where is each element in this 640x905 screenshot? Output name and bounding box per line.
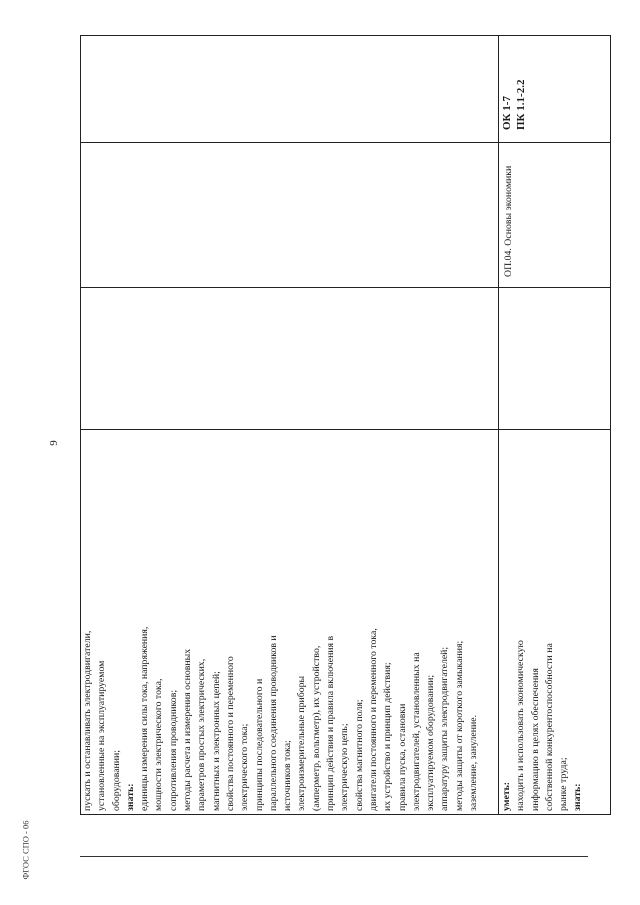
content-line: электрическую цепь; <box>339 723 351 811</box>
content-line: единицы измерения силы тока, напряжения, <box>139 626 151 811</box>
content-line: эксплуатируемом оборудовании; <box>425 674 437 811</box>
content-line: свойства постоянного и переменного <box>224 656 236 811</box>
row-1-content <box>81 433 493 811</box>
content-line: аппаратуру защиты электродвигателей; <box>439 646 451 811</box>
content-line: методы расчета и измерения основных <box>182 648 194 811</box>
column-divider-3 <box>80 142 610 143</box>
row-divider <box>498 35 499 815</box>
rotated-table <box>80 35 610 815</box>
table-border-top <box>80 35 610 36</box>
content-line: мощности электрического тока, <box>153 678 165 811</box>
content-line: правила пуска, остановки <box>396 703 408 811</box>
content-line: принципы последовательного и <box>253 678 265 811</box>
content-line: параметров простых электрических, <box>196 658 208 811</box>
content-line: параллельного соединения проводников и <box>267 635 279 811</box>
column-divider-1 <box>80 429 610 430</box>
content-line: установленные на эксплуатируемом <box>96 660 108 811</box>
content-line: оборудовании; <box>110 749 122 811</box>
content-line: источников тока; <box>282 740 294 811</box>
content-line: информацию в целях обеспечения <box>529 668 541 811</box>
content-line: знать: <box>124 783 136 811</box>
content-line: находить и использовать экономическую <box>515 640 527 811</box>
content-line: их устройство и принцип действия; <box>382 662 394 811</box>
content-line: (амперметр, вольтметр), их устройство, <box>310 645 322 811</box>
content-line: рынке труда; <box>558 757 570 811</box>
content-line: методы защиты от короткого замыкания; <box>453 640 465 811</box>
content-line: собственной конкурентоспособности на <box>543 643 555 811</box>
content-line: знать: <box>572 783 584 811</box>
content-line: сопротивления проводников; <box>167 689 179 811</box>
footer-code: ФГОС СПО - 06 <box>20 820 31 880</box>
content-line: заземление, зануление. <box>468 714 480 811</box>
content-line: двигатели постоянного и переменного тока, <box>367 628 379 811</box>
content-line: электрического тока; <box>239 723 251 811</box>
content-line: электроизмерительные приборы <box>296 675 308 811</box>
column-divider-2 <box>80 287 610 288</box>
page-number: 9 <box>47 440 60 446</box>
row-2-content <box>500 433 608 811</box>
content-line: свойства магнитного поля; <box>353 699 365 811</box>
content-line: магнитных и электронных цепей; <box>210 671 222 811</box>
table-border-right <box>610 35 611 815</box>
row-2-competencies: ОК 1-7 ПК 1.1-2.2 <box>501 79 527 130</box>
table-border-bottom <box>80 814 610 815</box>
content-line: электродвигателей, установленных на <box>410 652 422 811</box>
row-2-discipline: ОП.04. Основы экономики <box>503 165 514 277</box>
content-line: уметь: <box>501 781 512 811</box>
content-line: принцип действия и правила включения в <box>325 635 337 811</box>
footer-rule <box>80 856 588 857</box>
content-line: пускать и останавливать электродвигатели, <box>82 630 93 811</box>
